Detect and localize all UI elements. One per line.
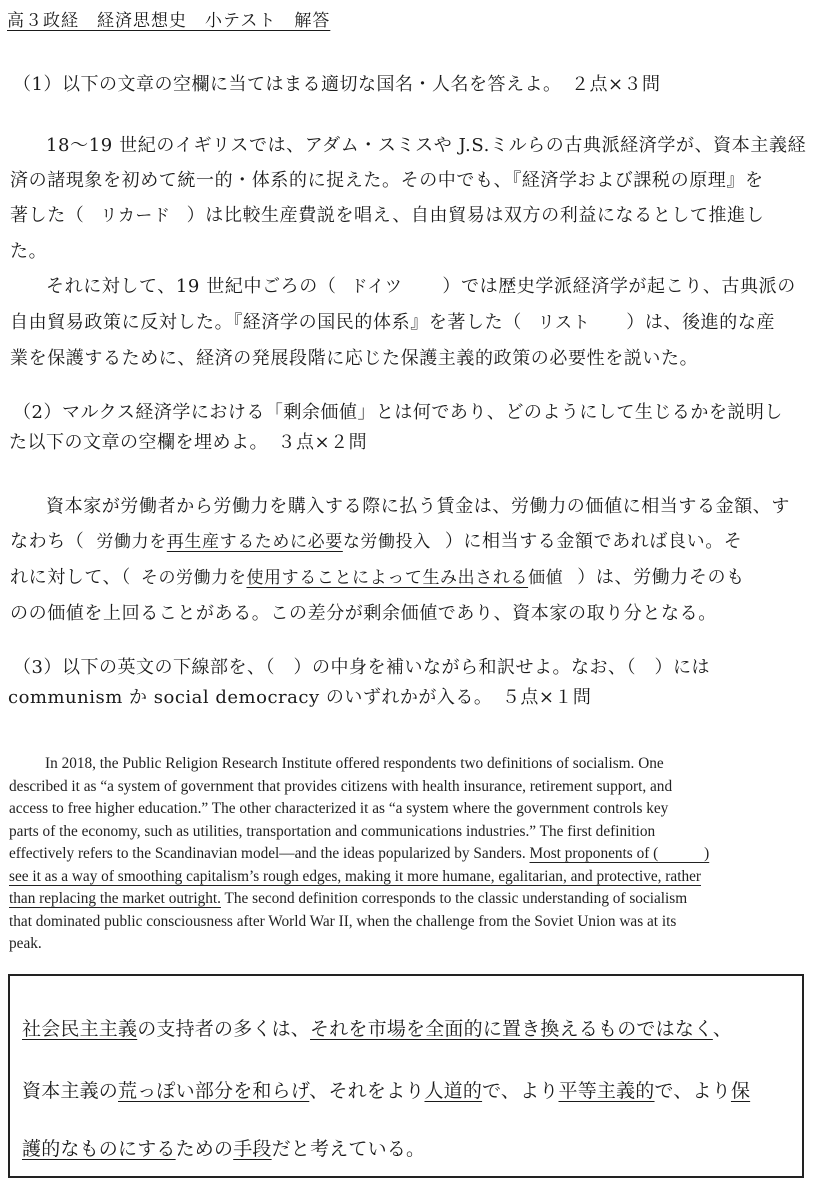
q3-prompt-line: （3）以下の英文の下線部を、（ ）の中身を補いながら和訳せよ。なお、（ ）には [13,657,710,678]
q1-line: 業を保護するために、経済の発展段階に応じた保護主義的政策の必要性を説いた。 [10,348,699,369]
q2-text: ）は、労働力そのも [577,567,745,588]
q2-line [10,560,790,596]
q2-answer-2 [131,568,563,588]
q1-text: 著した（ [10,205,85,226]
answer-text: 、それをより [309,1080,425,1102]
q1-text: それに対して、19 世紀中ごろの（ [46,276,337,297]
q1-text: 自由貿易政策に反対した。『経済学の国民的体系』を著した（ [10,312,522,333]
en-text: The second definition corresponds to the classic understanding of socialism [220,890,688,907]
en-underlined: Most proponents of ( ) [529,845,710,862]
en-underlined: see it as a way of smoothing capitalism’s rough edges, making it more humane, egalitarian, and protective, rather [9,867,701,885]
q1-line: 18〜19 世紀のイギリスでは、アダム・スミスや J.S.ミルらの古典派経済学が、資本主義経 [46,135,807,156]
q1-text: ）は比較生産費説を唱え、自由貿易は双方の利益になるとして推進し [186,205,765,226]
q2-line [10,524,790,560]
en-line [9,843,809,866]
q1-line: た。 [10,241,48,262]
en-text: effectively refers to the Scandinavian model—and the ideas popularized by Sanders. [9,845,530,862]
q1-passage [10,128,806,376]
q2-text: れに対して、（ [10,567,131,588]
answer-line [22,1076,750,1103]
answer-text: 資本主義の [22,1080,119,1102]
answer-underlined: 人道的 [424,1080,483,1102]
en-line: that dominated public consciousness after World War II, when the challenge from the Soviet Union was at its [9,912,677,930]
q2-line: 資本家が労働者から労働力を購入する際に払う賃金は、労働力の価値に相当する金額、す [46,496,790,517]
en-line: In 2018, the Public Religion Research Institute offered respondents two definitions of socialism. One [45,755,664,772]
q2-answer-2-underlined: 使用することによって生み出される [246,568,529,588]
answer-underlined: 手段 [233,1138,272,1160]
page-title: 高３政経 経済思想史 小テスト 解答 [7,11,331,31]
en-line: parts of the economy, such as utilities, transportation and communications industries.” The first definition [9,822,656,840]
answer-underlined: 平等主義的 [558,1080,655,1102]
answer-line [22,1134,425,1161]
q3-prompt [8,653,710,713]
q2-text: ）に相当する金額であれば良い。そ [444,531,743,552]
q2-prompt-line: た以下の文章の空欄を埋めよ。 ３点×２問 [9,432,368,453]
q2-answer-2-part: その労働力を [140,568,247,588]
q1-prompt: （1）以下の文章の空欄に当てはまる適切な国名・人名を答えよ。 ２点×３問 [13,74,661,95]
en-line: peak. [9,935,42,952]
q2-line: のの価値を上回ることがある。この差分が剰余価値であり、資本家の取り分となる。 [10,603,717,624]
q2-answer-1-part: な労働投入 [342,532,431,552]
answer-underlined: 荒っぽい部分を和らげ [118,1080,310,1102]
answer-underlined: それを市場を全面的に置き換えるものではなく [310,1018,713,1040]
answer-text: で、より [654,1080,731,1102]
q1-answer-1: リカード [100,206,171,226]
q1-answer-2: ドイツ [350,277,403,297]
q1-line [10,305,806,341]
answer-underlined: 保 [730,1080,751,1102]
answer-text: の支持者の多くは、 [137,1018,311,1040]
q3-prompt-line: communism か social democracy のいずれかが入る。 ５点×１問 [8,687,592,708]
en-line: described it as “a system of government that provides citizens with health insurance, retirement support, and [9,777,673,795]
answer-box [8,974,804,1178]
q2-prompt [9,398,783,458]
answer-line [22,1014,732,1041]
en-underlined: than replacing the market outright. [9,890,221,907]
q1-line [10,198,806,234]
q1-line: 済の諸現象を初めて統一的・体系的に捉えた。その中でも、『経済学および課税の原理』を [10,170,764,191]
q1-line [10,269,806,305]
answer-text: ための [175,1138,234,1160]
q3-english-passage [9,753,809,956]
q2-text: なわち（ [10,531,85,552]
answer-text: 、 [712,1018,733,1040]
answer-text: で、より [482,1080,559,1102]
q1-answer-3: リスト [537,313,591,333]
q2-prompt-line: （2）マルクス経済学における「剰余価値」とは何であり、どのようにして生じるかを説明し [13,402,783,423]
q2-passage [10,489,790,631]
q1-text: ）では歴史学派経済学が起こり、古典派の [442,276,796,297]
answer-text: だと考えている。 [271,1138,426,1160]
en-line [9,866,809,889]
q2-answer-1 [84,532,430,552]
q1-text: ）は、後進的な産 [626,312,776,333]
en-line: access to free higher education.” The other characterized it as “a system where the government controls key [9,800,669,817]
q2-answer-1-underlined: 再生産するために必要 [166,532,343,552]
en-line [9,888,809,911]
answer-underlined: 護的なものにする [22,1138,176,1160]
q2-answer-1-part: 労働力を [96,532,167,552]
q2-answer-2-part: 価値 [528,568,564,588]
answer-underlined: 社会民主主義 [22,1018,138,1040]
